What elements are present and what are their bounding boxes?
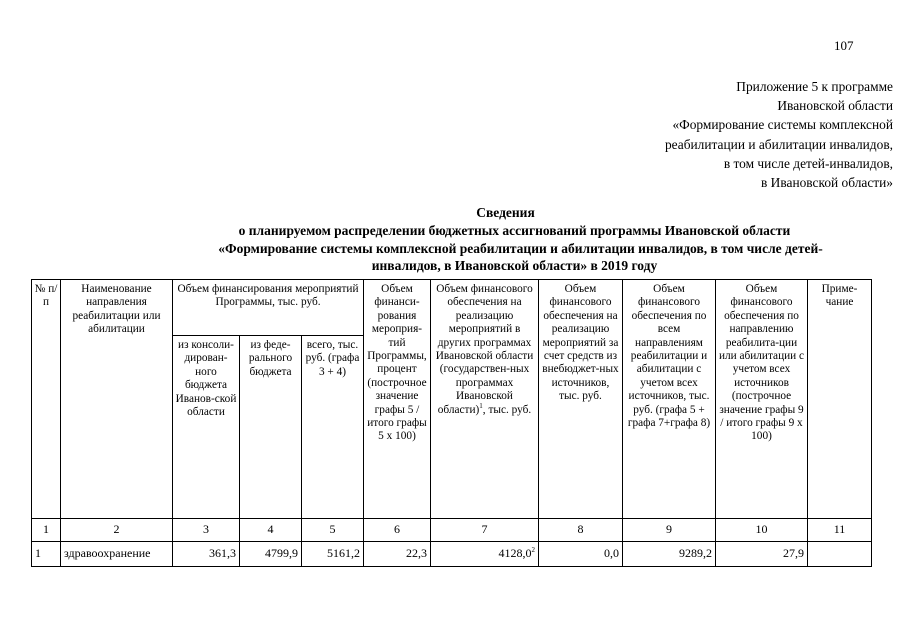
header-col-7 — [431, 280, 539, 519]
header-col-5: всего, тыс. руб. (графа 3 + 4) — [302, 336, 364, 519]
title-main: Сведения — [476, 205, 535, 220]
budget-table — [31, 279, 872, 567]
appendix-line: Ивановской области — [777, 98, 893, 114]
header-col-4: из феде-рального бюджета — [240, 336, 302, 519]
title-line-3: «Формирование системы комплексной реабилитации и абилитации инвалидов, в том числе детей- — [218, 240, 823, 256]
column-number: 1 — [32, 519, 61, 542]
row-c5: 5161,2 — [302, 542, 364, 567]
header-group-financing: Объем финансирования мероприятий Программы, тыс. руб. — [173, 280, 364, 336]
row-c3: 361,3 — [173, 542, 240, 567]
column-number: 2 — [61, 519, 173, 542]
row-c7 — [431, 542, 539, 567]
column-number: 10 — [716, 519, 808, 542]
row-c6: 22,3 — [364, 542, 431, 567]
header-col-7-text: Объем финансового обеспечения на реализацию мероприятий в других программах Ивановской области (государствен-ных программах Ивановской области) — [435, 283, 534, 416]
row-c11 — [808, 542, 872, 567]
footnote-2-marker: 2 — [531, 546, 535, 555]
column-number: 4 — [240, 519, 302, 542]
column-number: 7 — [431, 519, 539, 542]
header-col-1: № п/п — [32, 280, 61, 519]
appendix-line: в том числе детей-инвалидов, — [723, 155, 893, 171]
column-number: 6 — [364, 519, 431, 542]
page-number: 107 — [834, 38, 854, 53]
header-col-11: Приме-чание — [808, 280, 872, 519]
appendix-line: реабилитации и абилитации инвалидов, — [664, 136, 893, 152]
row-c7-value: 4128,0 — [498, 546, 532, 561]
column-number-row — [32, 519, 872, 542]
header-col-8: Объем финансового обеспечения на реализацию мероприятий за счет средств из внебюджет-ных источников, тыс. руб. — [539, 280, 623, 519]
column-number: 3 — [173, 519, 240, 542]
row-name: здравоохранение — [61, 542, 173, 567]
header-col-9: Объем финансового обеспечения по всем направлениям реабилитации и абилитации с учетом всех источников, тыс. руб. (графа 5 + графа 7+графа 8) — [623, 280, 716, 519]
header-row — [32, 280, 872, 336]
row-c8: 0,0 — [539, 542, 623, 567]
footnote-1-marker: 1 — [479, 401, 483, 410]
header-col-7-tail: , тыс. руб. — [482, 403, 532, 416]
title-line-2: о планируемом распределении бюджетных ассигнований программы Ивановской области — [238, 222, 791, 238]
appendix-line: «Формирование системы комплексной — [672, 117, 893, 133]
column-number: 11 — [808, 519, 872, 542]
header-col-10: Объем финансового обеспечения по направлению реабилита-ции или абилитации с учетом всех источников (построчное значение графы 9 / итого графы 9 x 100) — [716, 280, 808, 519]
appendix-line: в Ивановской области» — [761, 175, 893, 191]
row-c4: 4799,9 — [240, 542, 302, 567]
header-col-2: Наименование направления реабилитации или абилитации — [61, 280, 173, 519]
row-number: 1 — [32, 542, 61, 567]
appendix-line: Приложение 5 к программе — [736, 79, 893, 94]
header-col-6: Объем финанси-рования мероприя-тий Программы, процент (построчное значение графы 5 / итого графы 5 x 100) — [364, 280, 431, 519]
row-c10: 27,9 — [716, 542, 808, 567]
row-c9: 9289,2 — [623, 542, 716, 567]
header-col-3: из консоли-дирован-ного бюджета Иванов-ской области — [173, 336, 240, 519]
document-title — [0, 204, 905, 275]
title-line-4: инвалидов, в Ивановской области» в 2019 году — [371, 258, 658, 274]
column-number: 9 — [623, 519, 716, 542]
table-row — [32, 542, 872, 567]
column-number: 5 — [302, 519, 364, 542]
appendix-note — [533, 77, 893, 192]
column-number: 8 — [539, 519, 623, 542]
